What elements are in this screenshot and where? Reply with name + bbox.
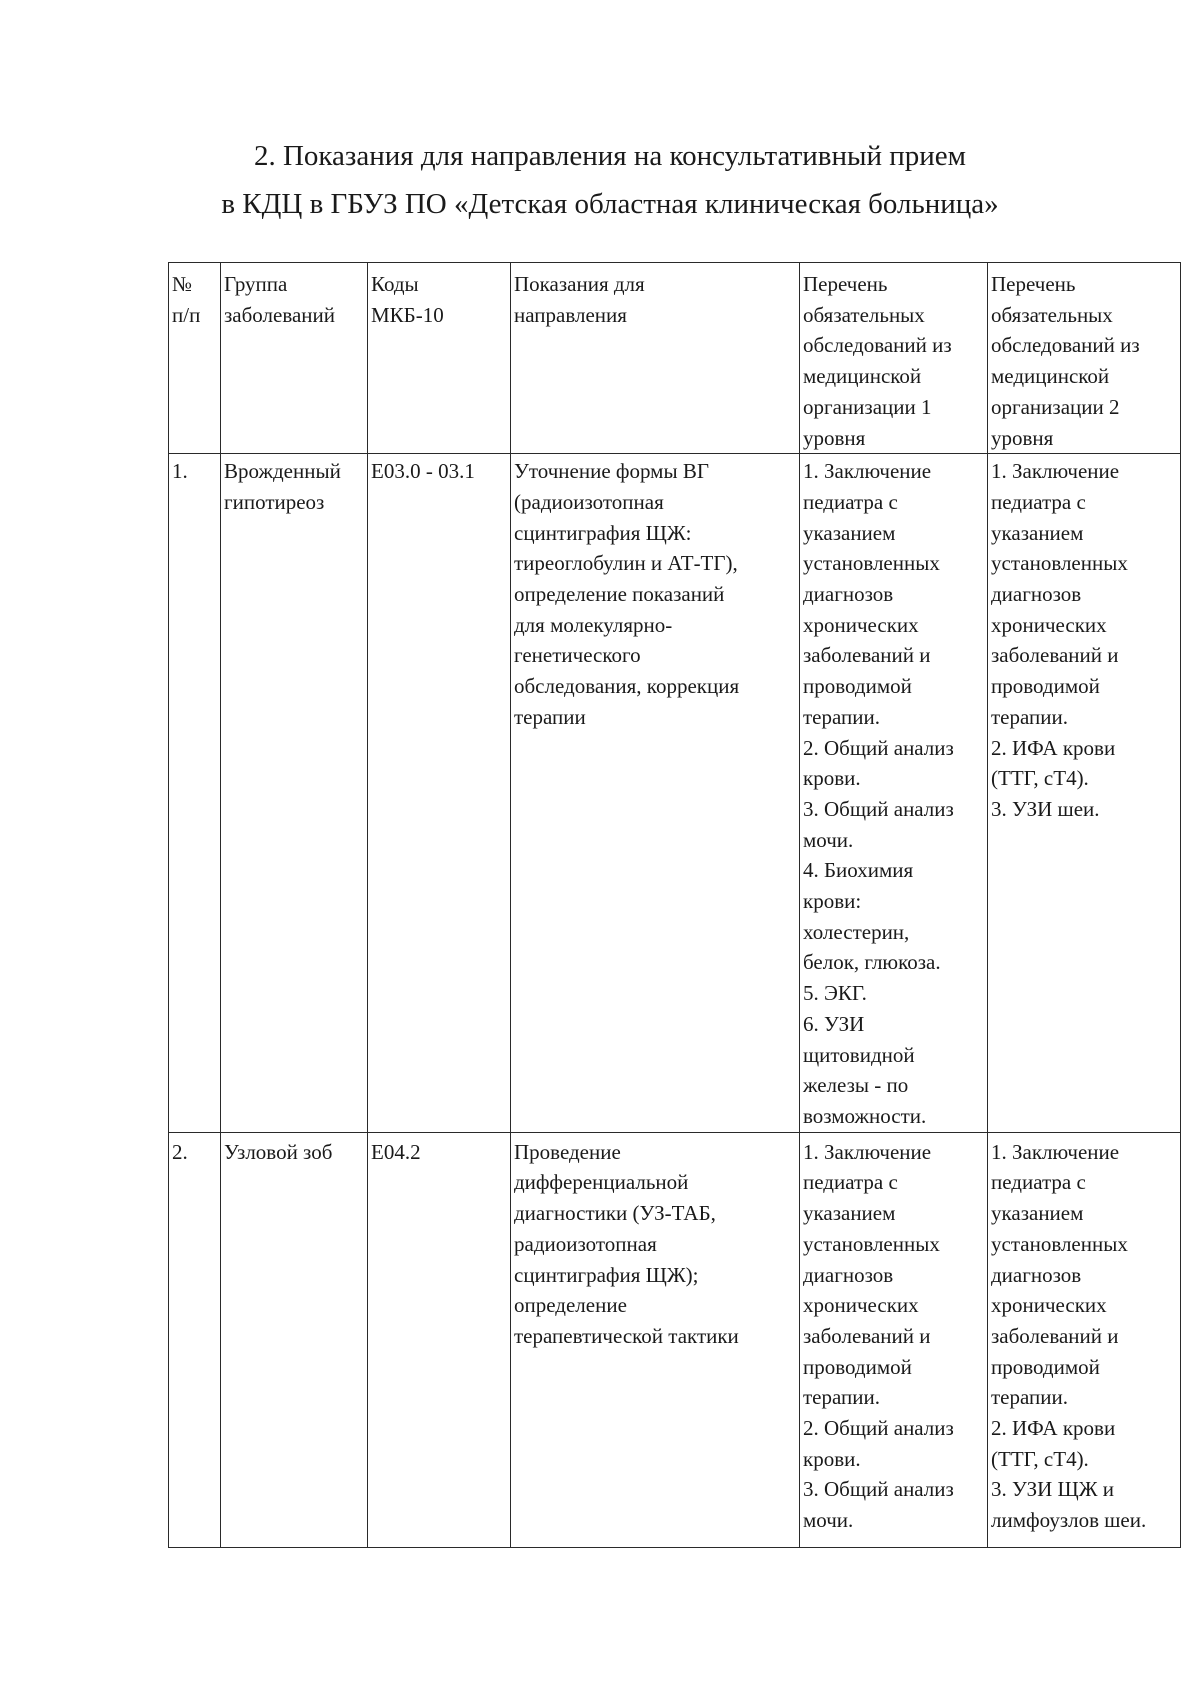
cell-line: заболеваний и <box>991 1323 1119 1348</box>
cell-line: генетического <box>514 643 641 668</box>
cell-line: указанием <box>803 520 896 545</box>
document-title <box>160 132 1060 228</box>
header-num <box>169 263 221 454</box>
cell-line: для молекулярно- <box>514 612 673 637</box>
cell-line: 1. Заключение <box>991 1139 1120 1164</box>
cell-line: 6. УЗИ <box>803 1011 865 1036</box>
cell-line: тиреоглобулин и АТ-ТГ), <box>514 551 738 576</box>
cell-line: лимфоузлов шеи. <box>991 1508 1147 1533</box>
cell-line: обследования, коррекция <box>514 674 740 699</box>
cell-line: педиатра с <box>803 1170 898 1195</box>
cell-line: Узловой зоб <box>224 1139 333 1164</box>
cell-line: 3. УЗИ ЩЖ и <box>991 1477 1115 1502</box>
cell-group <box>221 1132 368 1547</box>
cell-line: педиатра с <box>803 489 898 514</box>
cell-line: мочи. <box>803 1508 854 1533</box>
cell-line: указанием <box>991 1201 1084 1226</box>
cell-line: МКБ-10 <box>371 302 444 327</box>
cell-line: Врожденный <box>224 459 341 484</box>
cell-line: 2. ИФА крови <box>991 1416 1116 1441</box>
cell-line: 2. Общий анализ <box>803 735 954 760</box>
header-indications <box>511 263 800 454</box>
cell-line: № <box>172 272 193 296</box>
cell-level1-exams <box>800 1132 988 1547</box>
cell-line: щитовидной <box>803 1042 915 1067</box>
cell-line: 1. Заключение <box>803 1139 932 1164</box>
cell-line: обследований из <box>991 333 1140 358</box>
cell-line: установленных <box>991 551 1128 576</box>
cell-line: возможности. <box>803 1103 927 1128</box>
cell-line: сцинтиграфия ЩЖ); <box>514 1262 699 1287</box>
cell-line: 1. Заключение <box>991 459 1120 484</box>
cell-codes: Е04.2 <box>368 1132 511 1547</box>
cell-line: проводимой <box>991 674 1100 699</box>
cell-line: мочи. <box>803 827 854 852</box>
header-level1-exams <box>800 263 988 454</box>
cell-line: Перечень <box>803 272 888 296</box>
cell-line: обязательных <box>803 302 925 327</box>
cell-line: п/п <box>172 302 201 327</box>
cell-line: Коды <box>371 272 419 296</box>
cell-line: Уточнение формы ВГ <box>514 459 709 484</box>
cell-line: хронических <box>803 1293 919 1318</box>
cell-line: проводимой <box>803 674 912 699</box>
cell-line: (ТТГ, сТ4). <box>991 766 1089 791</box>
cell-line: диагнозов <box>991 582 1082 607</box>
cell-line: заболеваний и <box>803 643 931 668</box>
cell-indications <box>511 1132 800 1547</box>
cell-line: терапевтической тактики <box>514 1323 739 1348</box>
cell-line: терапии. <box>803 1385 881 1410</box>
cell-line: проводимой <box>991 1354 1100 1379</box>
header-level2-exams <box>988 263 1181 454</box>
cell-indications <box>511 454 800 1132</box>
cell-line: проводимой <box>803 1354 912 1379</box>
cell-line: обязательных <box>991 302 1113 327</box>
cell-line: диагнозов <box>803 582 894 607</box>
cell-line: 1. Заключение <box>803 459 932 484</box>
cell-line: 5. ЭКГ. <box>803 981 867 1006</box>
cell-line: терапии <box>514 704 586 729</box>
cell-line: хронических <box>991 1293 1107 1318</box>
cell-line: 4. Биохимия <box>803 858 914 883</box>
cell-line: сцинтиграфия ЩЖ: <box>514 520 692 545</box>
indications-table <box>168 262 1181 1548</box>
cell-line: организации 1 <box>803 394 932 419</box>
cell-line: 3. Общий анализ <box>803 796 954 821</box>
cell-line: педиатра с <box>991 1170 1086 1195</box>
header-group <box>221 263 368 454</box>
cell-line: крови: <box>803 889 862 914</box>
cell-num: 1. <box>169 454 221 1132</box>
cell-line: уровня <box>803 425 866 450</box>
cell-line: указанием <box>803 1201 896 1226</box>
cell-line: холестерин, <box>803 919 910 944</box>
cell-line: медицинской <box>991 364 1110 389</box>
cell-line: Группа <box>224 272 288 296</box>
cell-line: терапии. <box>991 1385 1069 1410</box>
cell-line: терапии. <box>803 704 881 729</box>
cell-line: диагнозов <box>991 1262 1082 1287</box>
table-row <box>169 1132 1181 1547</box>
cell-group <box>221 454 368 1132</box>
cell-line: 2. ИФА крови <box>991 735 1116 760</box>
cell-line: крови. <box>803 766 861 791</box>
cell-line: определение показаний <box>514 582 725 607</box>
cell-line: радиоизотопная <box>514 1231 657 1256</box>
cell-line: Показания для <box>514 272 645 296</box>
cell-level2-exams <box>988 1132 1181 1547</box>
cell-num: 2. <box>169 1132 221 1547</box>
cell-line: Перечень <box>991 272 1076 296</box>
table-row <box>169 454 1181 1132</box>
cell-line: педиатра с <box>991 489 1086 514</box>
cell-line: диагнозов <box>803 1262 894 1287</box>
table-header-row <box>169 263 1181 454</box>
cell-line: заболеваний и <box>991 643 1119 668</box>
cell-codes: Е03.0 - 03.1 <box>368 454 511 1132</box>
cell-line: Проведение <box>514 1139 621 1164</box>
title-line-2: в КДЦ в ГБУЗ ПО «Детская областная клиническая больница» <box>221 188 999 220</box>
cell-line: белок, глюкоза. <box>803 950 941 975</box>
cell-line: диагностики (УЗ-ТАБ, <box>514 1201 716 1226</box>
header-codes <box>368 263 511 454</box>
cell-line: железы - по <box>803 1073 909 1098</box>
cell-line: 3. УЗИ шеи. <box>991 796 1100 821</box>
cell-line: терапии. <box>991 704 1069 729</box>
cell-line: хронических <box>803 612 919 637</box>
title-line-1: 2. Показания для направления на консультативный прием <box>253 140 967 172</box>
cell-level1-exams <box>800 454 988 1132</box>
cell-line: дифференциальной <box>514 1170 689 1195</box>
cell-line: обследований из <box>803 333 952 358</box>
cell-line: гипотиреоз <box>224 489 325 514</box>
cell-line: установленных <box>803 551 940 576</box>
cell-line: 3. Общий анализ <box>803 1477 954 1502</box>
cell-level2-exams <box>988 454 1181 1132</box>
cell-line: организации 2 <box>991 394 1120 419</box>
cell-line: хронических <box>991 612 1107 637</box>
cell-line: (ТТГ, сТ4). <box>991 1446 1089 1471</box>
cell-line: медицинской <box>803 364 922 389</box>
cell-line: заболеваний и <box>803 1323 931 1348</box>
cell-line: (радиоизотопная <box>514 489 664 514</box>
cell-line: установленных <box>991 1231 1128 1256</box>
cell-line: крови. <box>803 1446 861 1471</box>
cell-line: уровня <box>991 425 1054 450</box>
cell-line: 2. Общий анализ <box>803 1416 954 1441</box>
cell-line: направления <box>514 302 627 327</box>
cell-line: определение <box>514 1293 627 1318</box>
cell-line: заболеваний <box>224 302 335 327</box>
cell-line: указанием <box>991 520 1084 545</box>
cell-line: установленных <box>803 1231 940 1256</box>
